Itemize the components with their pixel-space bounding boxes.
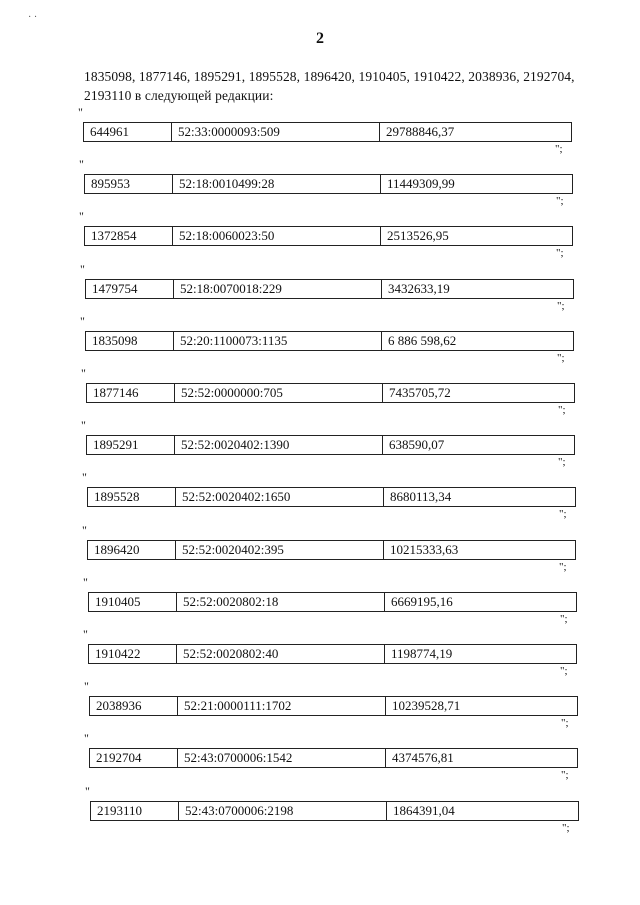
closing-quote: "; xyxy=(560,613,568,625)
object-id-cell: 1479754 xyxy=(92,281,138,296)
cadastral-value-cell: 6669195,16 xyxy=(384,593,576,611)
opening-quote: " xyxy=(79,209,84,223)
opening-quote: " xyxy=(85,784,90,798)
cadastral-value-cell: 8680113,34 xyxy=(383,488,575,506)
cadastral-value-cell: 7435705,72 xyxy=(382,384,574,402)
cadastral-value-cell: 11449309,99 xyxy=(380,175,572,193)
closing-quote: "; xyxy=(559,561,567,573)
cadastral-number-cell: 52:18:0010499:28 xyxy=(172,175,380,193)
cadastral-value-cell: 1198774,19 xyxy=(384,645,576,663)
table-row xyxy=(89,748,578,768)
opening-quote: " xyxy=(82,523,87,537)
closing-quote: "; xyxy=(556,195,564,207)
opening-quote: " xyxy=(81,366,86,380)
object-id-cell: 1835098 xyxy=(92,333,138,348)
page-number: 2 xyxy=(316,30,324,47)
closing-quote: "; xyxy=(562,822,570,834)
opening-quote: " xyxy=(82,470,87,484)
cadastral-number-cell: 52:21:0000111:1702 xyxy=(177,697,385,715)
closing-quote: "; xyxy=(559,508,567,520)
object-id-cell: 1895528 xyxy=(94,489,140,504)
object-id-cell: 1877146 xyxy=(93,385,139,400)
object-id-cell: 2038936 xyxy=(96,698,142,713)
object-id-cell: 1896420 xyxy=(94,542,140,557)
table-row xyxy=(89,696,578,716)
cadastral-number-cell: 52:52:0000000:705 xyxy=(174,384,382,402)
closing-quote: "; xyxy=(557,300,565,312)
table-row xyxy=(90,801,579,821)
object-id-cell: 1895291 xyxy=(93,437,139,452)
table-row xyxy=(87,540,576,560)
object-id-cell: 2192704 xyxy=(96,750,142,765)
cadastral-number-cell: 52:18:0070018:229 xyxy=(173,280,381,298)
closing-quote: "; xyxy=(561,717,569,729)
cadastral-value-cell: 6 886 598,62 xyxy=(381,332,573,350)
cadastral-value-cell: 638590,07 xyxy=(382,436,574,454)
cadastral-number-cell: 52:52:0020802:40 xyxy=(176,645,384,663)
object-id-cell: 895953 xyxy=(91,176,130,191)
table-row xyxy=(86,383,575,403)
cadastral-value-cell: 1864391,04 xyxy=(386,802,578,820)
cadastral-value-cell: 29788846,37 xyxy=(379,123,571,141)
opening-quote: " xyxy=(83,575,88,589)
cadastral-value-cell: 2513526,95 xyxy=(380,227,572,245)
table-row xyxy=(85,279,574,299)
object-id-cell: 2193110 xyxy=(97,803,143,818)
closing-quote: "; xyxy=(557,352,565,364)
object-id-cell: 1372854 xyxy=(91,228,137,243)
cadastral-value-cell: 10239528,71 xyxy=(385,697,577,715)
closing-quote: "; xyxy=(558,404,566,416)
scan-speck: · · xyxy=(28,12,38,23)
opening-quote: " xyxy=(81,418,86,432)
table-row xyxy=(84,174,573,194)
table-row xyxy=(86,435,575,455)
cadastral-value-cell: 10215333,63 xyxy=(383,541,575,559)
cadastral-number-cell: 52:52:0020402:1390 xyxy=(174,436,382,454)
object-id-cell: 1910422 xyxy=(95,646,141,661)
cadastral-value-cell: 3432633,19 xyxy=(381,280,573,298)
opening-quote: " xyxy=(80,262,85,276)
opening-quote: " xyxy=(79,157,84,171)
closing-quote: "; xyxy=(556,247,564,259)
cadastral-number-cell: 52:52:0020802:18 xyxy=(176,593,384,611)
object-id-cell: 1910405 xyxy=(95,594,141,609)
object-id-cell: 644961 xyxy=(90,124,129,139)
table-row xyxy=(85,331,574,351)
cadastral-value-cell: 4374576,81 xyxy=(385,749,577,767)
table-row xyxy=(88,644,577,664)
cadastral-number-cell: 52:18:0060023:50 xyxy=(172,227,380,245)
opening-quote: " xyxy=(78,105,83,119)
opening-quote: " xyxy=(84,731,89,745)
cadastral-number-cell: 52:43:0700006:2198 xyxy=(178,802,386,820)
opening-quote: " xyxy=(83,627,88,641)
closing-quote: "; xyxy=(561,769,569,781)
closing-quote: "; xyxy=(555,143,563,155)
table-row xyxy=(88,592,577,612)
table-row xyxy=(83,122,572,142)
cadastral-number-cell: 52:33:0000093:509 xyxy=(171,123,379,141)
cadastral-number-cell: 52:52:0020402:1650 xyxy=(175,488,383,506)
cadastral-number-cell: 52:52:0020402:395 xyxy=(175,541,383,559)
cadastral-number-cell: 52:43:0700006:1542 xyxy=(177,749,385,767)
closing-quote: "; xyxy=(560,665,568,677)
cadastral-number-cell: 52:20:1100073:1135 xyxy=(173,332,381,350)
opening-quote: " xyxy=(80,314,85,328)
table-row xyxy=(84,226,573,246)
opening-quote: " xyxy=(84,679,89,693)
intro-paragraph: 1835098, 1877146, 1895291, 1895528, 1896420, 1910405, 1910422, 2038936, 2192704, 2193110 в следующей редакции: xyxy=(84,69,575,103)
table-row xyxy=(87,487,576,507)
closing-quote: "; xyxy=(558,456,566,468)
